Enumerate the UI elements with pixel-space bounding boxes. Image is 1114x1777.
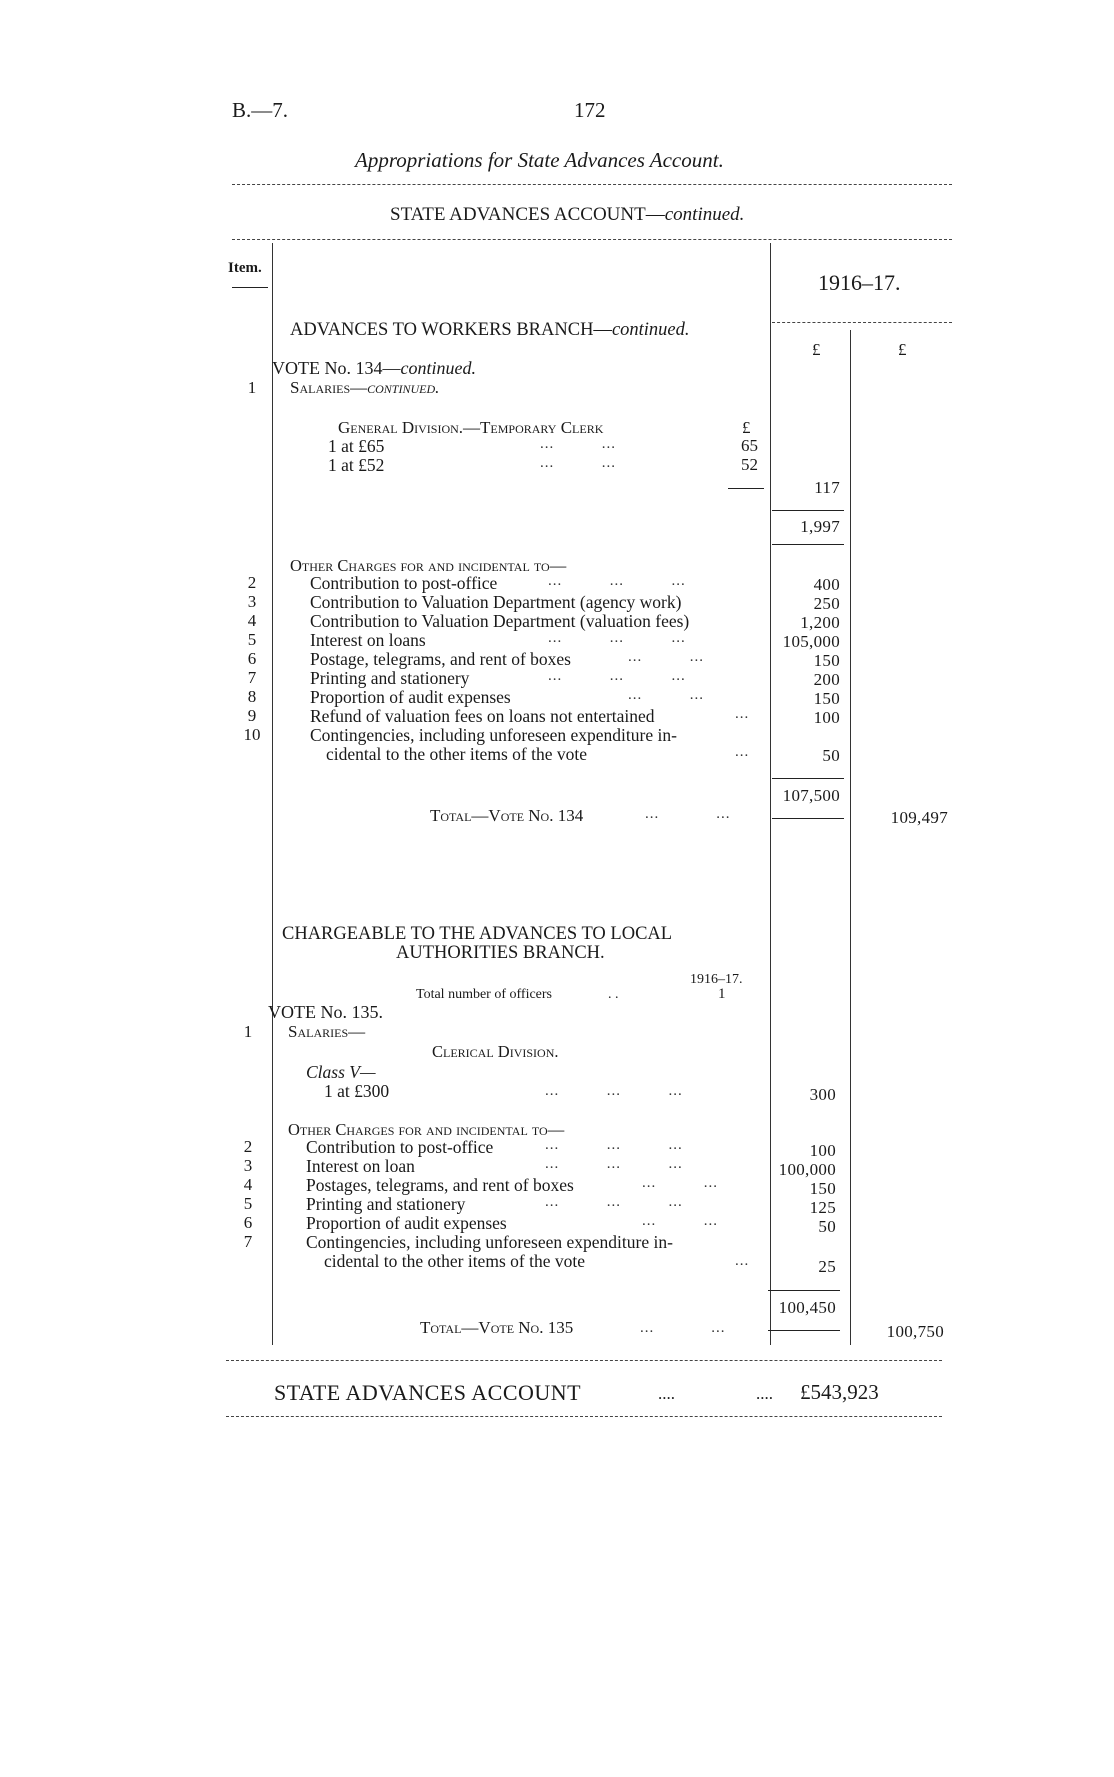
header-rule	[232, 184, 952, 185]
other-charges-heading: Other Charges for and incidental to—	[290, 556, 567, 575]
section-title-suffix: continued.	[664, 204, 745, 225]
charge-amount: 400	[813, 575, 840, 594]
section-title	[390, 204, 744, 226]
class-row-amount: 300	[809, 1085, 836, 1104]
grand-total-amount: £543,923	[800, 1380, 879, 1404]
item-column-rule	[272, 243, 273, 1345]
charge-label: Contingencies, including unforeseen expenditure in-	[310, 725, 677, 745]
subtotal-rule	[772, 510, 844, 511]
charge-amount: 1,200	[800, 613, 840, 632]
salaries-heading: Salaries—	[288, 1022, 366, 1041]
carried-total-rule	[772, 544, 844, 545]
class-row-label: 1 at £300	[324, 1081, 390, 1101]
charge-item-number: 9	[247, 706, 257, 725]
charge-item-number: 2	[247, 573, 257, 592]
vote-135-total-amount: 100,750	[886, 1322, 944, 1341]
class-row-dots: ... ... ...	[545, 1083, 683, 1099]
charge-label: Interest on loans	[310, 630, 426, 650]
item-header-underline	[232, 287, 268, 288]
charge-label: Interest on loan	[306, 1156, 415, 1176]
charge-item-number: 4	[247, 611, 257, 630]
officers-dots: . .	[608, 987, 619, 1002]
charge-dots: ... ...	[628, 687, 704, 703]
amount-column-rule-middle	[850, 330, 851, 1345]
workers-branch-heading	[290, 320, 690, 341]
year-header-rule	[772, 322, 952, 323]
clerk-row-dots: ... ...	[540, 455, 616, 471]
charge-dots: ... ...	[642, 1175, 718, 1191]
salaries-item-number: 1	[247, 378, 257, 397]
year-header: 1916–17.	[818, 270, 901, 295]
charge-label: Contribution to Valuation Department (valuation fees)	[310, 611, 690, 631]
other-charges-total: 100,450	[778, 1298, 836, 1317]
charge-item-number: 7	[243, 1232, 253, 1251]
charge-label: Contribution to post-office	[306, 1137, 494, 1157]
charge-item-number: 4	[243, 1175, 253, 1194]
charge-label-continuation: cidental to the other items of the vote	[324, 1251, 585, 1271]
officers-count: 1	[718, 986, 726, 1002]
charge-label: Postage, telegrams, and rent of boxes	[310, 649, 571, 669]
charge-dots: ... ... ...	[545, 1137, 683, 1153]
charge-dots: ...	[735, 706, 750, 722]
charge-label: Refund of valuation fees on loans not entertained	[310, 706, 655, 726]
general-division-heading: General Division.—Temporary Clerk	[338, 418, 604, 437]
charge-amount: 50	[818, 1217, 836, 1236]
salaries-item-number: 1	[243, 1022, 253, 1041]
section-rule	[232, 239, 952, 240]
officers-year: 1916–17.	[690, 972, 743, 987]
salaries-heading-suffix: continued.	[367, 378, 440, 397]
other-charges-rule	[772, 778, 844, 779]
charge-label-continuation: cidental to the other items of the vote	[326, 744, 587, 764]
charge-label: Postages, telegrams, and rent of boxes	[306, 1175, 574, 1195]
charge-amount: 50	[822, 746, 840, 765]
charge-dots: ...	[735, 744, 750, 760]
charge-item-number: 7	[247, 668, 257, 687]
vote-135-total-label: Total—Vote No. 135	[420, 1318, 574, 1337]
clerk-subtotal-rule	[728, 488, 764, 489]
charge-amount: 200	[813, 670, 840, 689]
charge-amount: 150	[813, 651, 840, 670]
grand-total-label: STATE ADVANCES ACCOUNT	[274, 1380, 582, 1405]
charge-item-number: 5	[247, 630, 257, 649]
vote-134-text: VOTE No. 134—	[272, 358, 401, 378]
page-subtitle: Appropriations for State Advances Account.	[355, 148, 724, 172]
charge-item-number: 2	[243, 1137, 253, 1156]
clerk-row-amount: 52	[741, 455, 758, 474]
currency-column-1: £	[812, 340, 821, 359]
charge-amount: 25	[818, 1257, 836, 1276]
clerk-row-dots: ... ...	[540, 436, 616, 452]
other-charges-heading: Other Charges for and incidental to—	[288, 1120, 565, 1139]
salaries-heading	[290, 378, 439, 398]
charge-dots: ... ...	[642, 1213, 718, 1229]
charge-label: Contingencies, including unforeseen expenditure in-	[306, 1232, 673, 1252]
charge-amount: 250	[813, 594, 840, 613]
charge-amount: 125	[809, 1198, 836, 1217]
clerk-row-label: 1 at £52	[328, 455, 385, 475]
vote-134-label	[272, 358, 476, 379]
charge-dots: ... ...	[628, 649, 704, 665]
grand-total-dots-1: ....	[658, 1384, 675, 1403]
local-branch-heading-line1: CHARGEABLE TO THE ADVANCES TO LOCAL	[282, 924, 673, 944]
page-number: 172	[574, 98, 606, 122]
other-charges-total-rule	[772, 818, 844, 819]
clerk-row-amount: 65	[741, 436, 758, 455]
vote-134-total-amount: 109,497	[890, 808, 948, 827]
grand-total-bottom-rule	[226, 1416, 942, 1417]
other-charges-rule	[768, 1290, 840, 1291]
charge-dots: ...	[735, 1253, 750, 1269]
charge-amount: 100	[813, 708, 840, 727]
charge-item-number: 3	[247, 592, 257, 611]
charge-label: Contribution to Valuation Department (agency work)	[310, 592, 682, 612]
charge-item-number: 8	[247, 687, 257, 706]
clerk-row-label: 1 at £65	[328, 436, 385, 456]
charge-label: Proportion of audit expenses	[306, 1213, 507, 1233]
salaries-subtotal: 117	[814, 478, 840, 497]
charge-item-number: 3	[243, 1156, 253, 1175]
charge-dots: ... ... ...	[548, 630, 686, 646]
grand-total-dots-2: ....	[756, 1384, 773, 1403]
charge-item-number: 10	[243, 725, 261, 744]
officers-label: Total number of officers	[416, 987, 552, 1002]
charge-item-number: 6	[247, 649, 257, 668]
charge-label: Printing and stationery	[310, 668, 470, 688]
charge-dots: ... ... ...	[548, 573, 686, 589]
vote-135-total-dots: ... ...	[640, 1320, 726, 1336]
other-charges-total-rule	[768, 1330, 840, 1331]
vote-135-label: VOTE No. 135.	[268, 1002, 383, 1022]
charge-label: Contribution to post-office	[310, 573, 498, 593]
vote-134-suffix: continued.	[400, 358, 476, 378]
workers-branch-heading-text: ADVANCES TO WORKERS BRANCH—	[290, 320, 612, 340]
division-currency: £	[742, 418, 751, 437]
charge-label: Proportion of audit expenses	[310, 687, 511, 707]
salaries-carried-total: 1,997	[800, 517, 840, 536]
charge-amount: 150	[813, 689, 840, 708]
vote-134-total-dots: ... ...	[645, 806, 731, 822]
section-title-text: STATE ADVANCES ACCOUNT—	[390, 204, 665, 225]
currency-column-2: £	[898, 340, 907, 359]
charge-amount: 100	[809, 1141, 836, 1160]
charge-item-number: 6	[243, 1213, 253, 1232]
vote-134-total-label: Total—Vote No. 134	[430, 806, 584, 825]
clerical-division-heading: Clerical Division.	[432, 1042, 559, 1061]
salaries-heading-text: Salaries—	[290, 378, 368, 397]
grand-total-top-rule	[226, 1360, 942, 1361]
charge-amount: 150	[809, 1179, 836, 1198]
class-heading: Class V—	[306, 1062, 376, 1082]
charge-dots: ... ... ...	[545, 1194, 683, 1210]
item-column-header: Item.	[228, 260, 262, 276]
document-reference: B.—7.	[232, 98, 289, 122]
charge-dots: ... ... ...	[548, 668, 686, 684]
charge-item-number: 5	[243, 1194, 253, 1213]
other-charges-total: 107,500	[782, 786, 840, 805]
charge-dots: ... ... ...	[545, 1156, 683, 1172]
local-branch-heading-line2: AUTHORITIES BRANCH.	[396, 943, 605, 963]
charge-amount: 105,000	[782, 632, 840, 651]
charge-label: Printing and stationery	[306, 1194, 466, 1214]
charge-amount: 100,000	[778, 1160, 836, 1179]
workers-branch-heading-suffix: continued.	[611, 320, 690, 340]
